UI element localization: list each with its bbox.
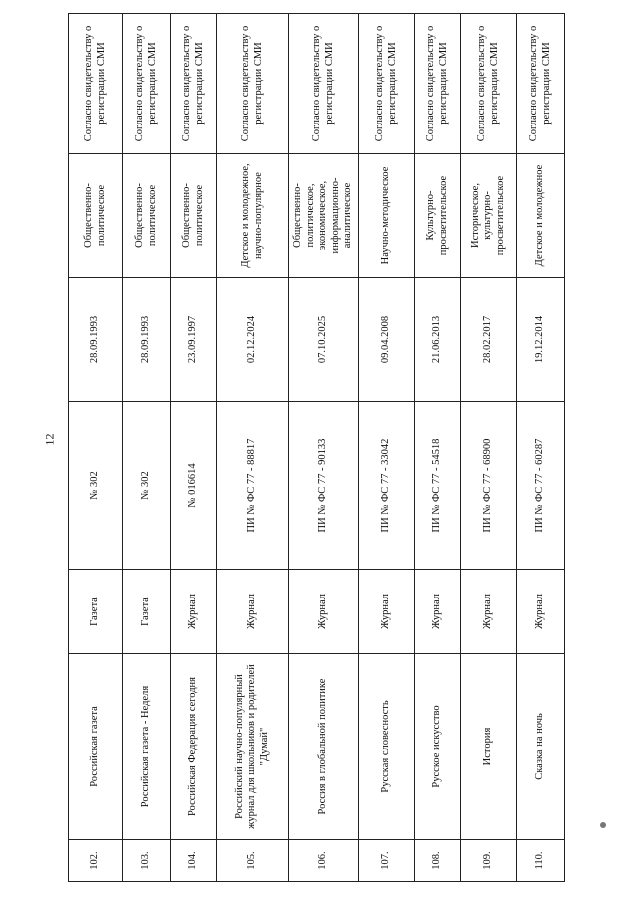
table-row xyxy=(359,14,415,882)
registry-table-container xyxy=(68,14,564,882)
registration-date: 23.09.1997 xyxy=(171,278,217,402)
registration-date: 09.04.2008 xyxy=(359,278,415,402)
scan-artifact-dot xyxy=(600,822,606,828)
row-number: 107. xyxy=(359,840,415,882)
publication-name: Российская газета - Неделя xyxy=(123,654,171,840)
table-row xyxy=(171,14,217,882)
basis: Согласно свидетельству о регистрации СМИ xyxy=(171,14,217,154)
publication-name: Россия в глобальной политике xyxy=(289,654,359,840)
publication-name: История xyxy=(461,654,517,840)
publication-type: Журнал xyxy=(217,570,289,654)
table-row xyxy=(123,14,171,882)
basis: Согласно свидетельству о регистрации СМИ xyxy=(517,14,565,154)
specialization: Детское и молодежное xyxy=(517,154,565,278)
specialization: Культурно-просветительское xyxy=(415,154,461,278)
page-number: 12 xyxy=(42,433,57,446)
table-row xyxy=(461,14,517,882)
row-number: 108. xyxy=(415,840,461,882)
specialization: Научно-методическое xyxy=(359,154,415,278)
registration-date: 28.02.2017 xyxy=(461,278,517,402)
table-row xyxy=(517,14,565,882)
basis: Согласно свидетельству о регистрации СМИ xyxy=(415,14,461,154)
row-number: 102. xyxy=(69,840,123,882)
registration-number: ПИ № ФС 77 - 54518 xyxy=(415,402,461,570)
row-number: 110. xyxy=(517,840,565,882)
publication-name: Русское искусство xyxy=(415,654,461,840)
registry-table xyxy=(68,13,565,882)
publication-type: Журнал xyxy=(461,570,517,654)
specialization: Общественно-политическое, экономическое, информационно-аналитическое xyxy=(289,154,359,278)
basis: Согласно свидетельству о регистрации СМИ xyxy=(217,14,289,154)
publication-name: Российская газета xyxy=(69,654,123,840)
specialization: Историческое, культурно-просветительское xyxy=(461,154,517,278)
registration-number: № 016614 xyxy=(171,402,217,570)
publication-type: Журнал xyxy=(359,570,415,654)
table-row xyxy=(289,14,359,882)
basis: Согласно свидетельству о регистрации СМИ xyxy=(289,14,359,154)
registration-date: 19.12.2014 xyxy=(517,278,565,402)
registry-table-rotated xyxy=(68,14,564,882)
row-number: 109. xyxy=(461,840,517,882)
specialization: Общественно-политическое xyxy=(171,154,217,278)
publication-type: Газета xyxy=(123,570,171,654)
publication-type: Газета xyxy=(69,570,123,654)
row-number: 106. xyxy=(289,840,359,882)
publication-name: Русская словесность xyxy=(359,654,415,840)
publication-name: Российская Федерация сегодня xyxy=(171,654,217,840)
registration-number: № 302 xyxy=(123,402,171,570)
publication-type: Журнал xyxy=(415,570,461,654)
publication-name: Сказка на ночь xyxy=(517,654,565,840)
publication-type: Журнал xyxy=(289,570,359,654)
table-row xyxy=(415,14,461,882)
registration-date: 28.09.1993 xyxy=(123,278,171,402)
registration-number: ПИ № ФС 77 - 68900 xyxy=(461,402,517,570)
basis: Согласно свидетельству о регистрации СМИ xyxy=(69,14,123,154)
publication-name: Российский научно-популярный журнал для школьников и родителей "Думай" xyxy=(217,654,289,840)
publication-type: Журнал xyxy=(171,570,217,654)
specialization: Общественно-политическое xyxy=(69,154,123,278)
table-row xyxy=(217,14,289,882)
registration-number: ПИ № ФС 77 - 88817 xyxy=(217,402,289,570)
table-row xyxy=(69,14,123,882)
registration-number: ПИ № ФС 77 - 60287 xyxy=(517,402,565,570)
specialization: Детское и молодежное, научно-популярное xyxy=(217,154,289,278)
basis: Согласно свидетельству о регистрации СМИ xyxy=(359,14,415,154)
row-number: 103. xyxy=(123,840,171,882)
registration-date: 28.09.1993 xyxy=(69,278,123,402)
basis: Согласно свидетельству о регистрации СМИ xyxy=(123,14,171,154)
registration-date: 07.10.2025 xyxy=(289,278,359,402)
registration-number: ПИ № ФС 77 - 90133 xyxy=(289,402,359,570)
registration-date: 21.06.2013 xyxy=(415,278,461,402)
row-number: 105. xyxy=(217,840,289,882)
specialization: Общественно-политическое xyxy=(123,154,171,278)
registration-date: 02.12.2024 xyxy=(217,278,289,402)
basis: Согласно свидетельству о регистрации СМИ xyxy=(461,14,517,154)
publication-type: Журнал xyxy=(517,570,565,654)
registration-number: ПИ № ФС 77 - 33042 xyxy=(359,402,415,570)
registration-number: № 302 xyxy=(69,402,123,570)
row-number: 104. xyxy=(171,840,217,882)
